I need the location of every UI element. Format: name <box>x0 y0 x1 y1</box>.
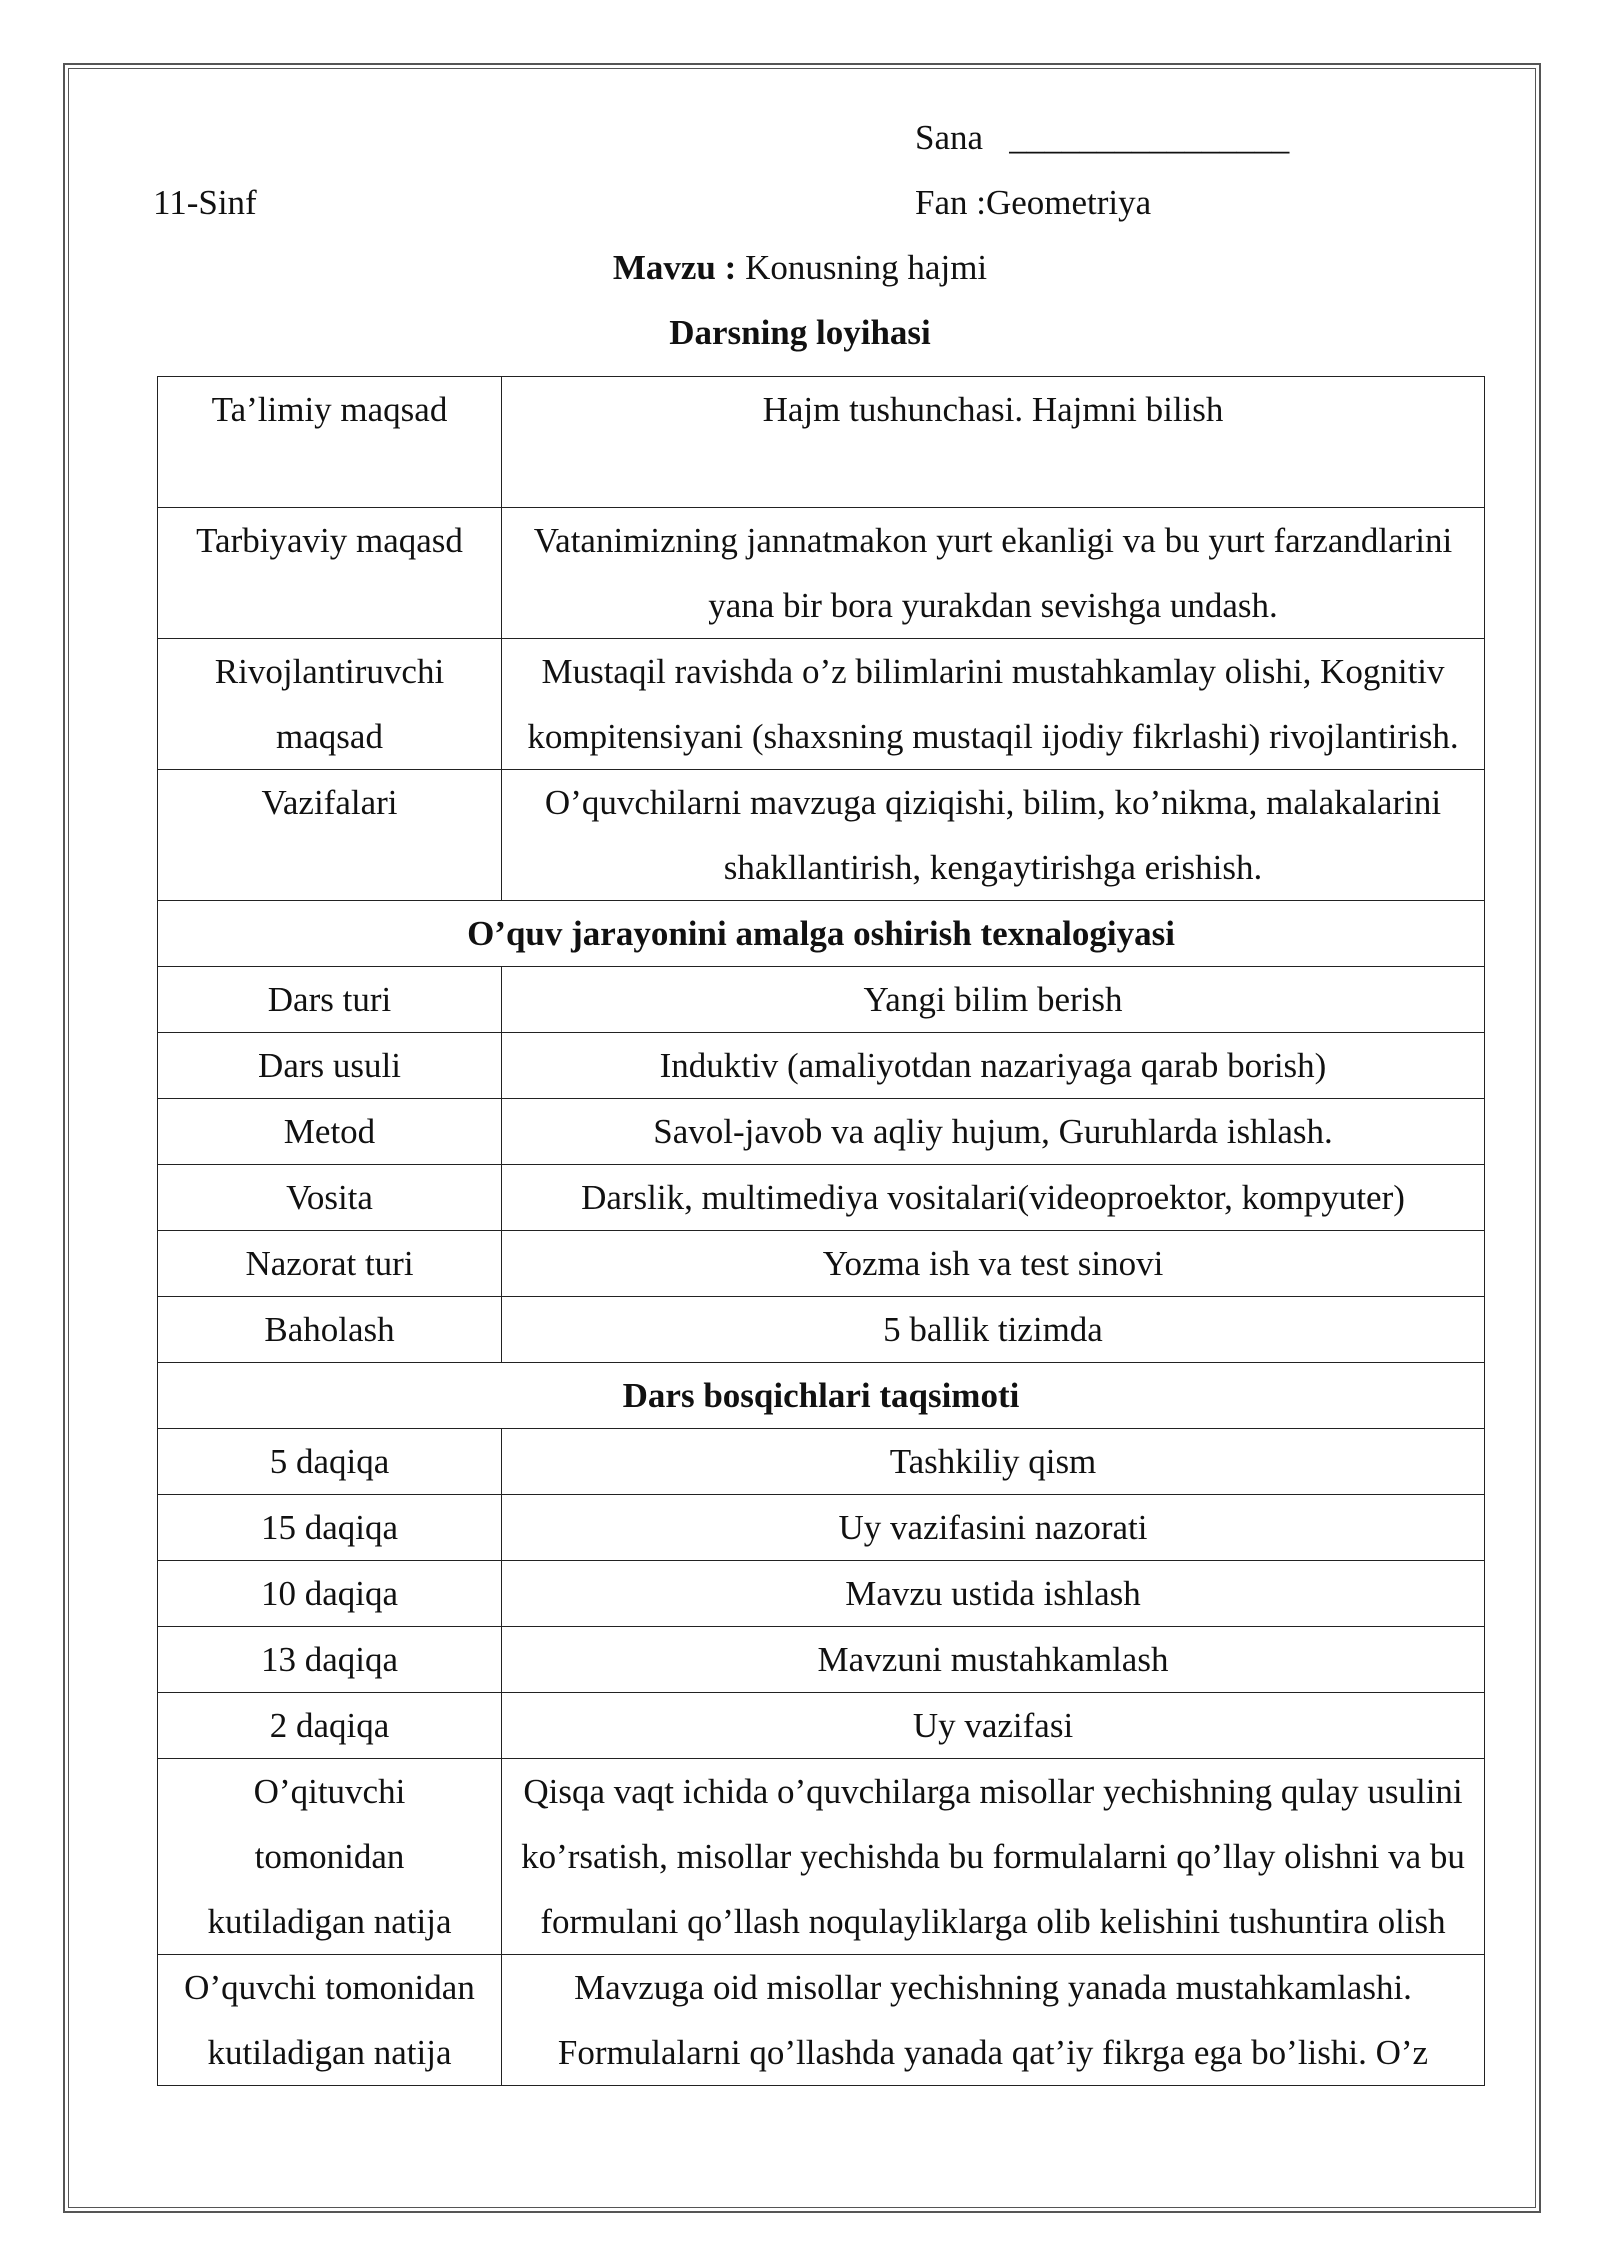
row-value: Mavzuni mustahkamlash <box>502 1627 1485 1693</box>
row-value: Mavzuga oid misollar yechishning yanada mustahkamlashi. Formulalarni qo’llashda yanada qat’iy fikrga ega bo’lishi. O’z <box>502 1955 1485 2086</box>
table-row <box>158 639 1485 770</box>
table-row <box>158 1627 1485 1693</box>
date-blank: ________________ <box>1009 118 1290 157</box>
row-label: Vazifalari <box>158 770 502 901</box>
table-row <box>158 1033 1485 1099</box>
topic-label: Mavzu : <box>612 248 737 287</box>
subject-label: Fan :Geometriya <box>915 183 1152 222</box>
section-header-row <box>158 901 1485 967</box>
row-value: O’quvchilarni mavzuga qiziqishi, bilim, ko’nikma, malakalarini shakllantirish, kengaytirishga erishish. <box>502 770 1485 901</box>
table-row <box>158 1495 1485 1561</box>
row-label: Dars usuli <box>158 1033 502 1099</box>
technology-title: O’quv jarayonini amalga oshirish texnalogiyasi <box>158 901 1485 967</box>
row-label: Nazorat turi <box>158 1231 502 1297</box>
row-label: Dars turi <box>158 967 502 1033</box>
row-label: 15 daqiqa <box>158 1495 502 1561</box>
row-value: Yangi bilim berish <box>502 967 1485 1033</box>
row-value: Uy vazifasini nazorati <box>502 1495 1485 1561</box>
row-value: Uy vazifasi <box>502 1693 1485 1759</box>
date-label: Sana <box>915 118 984 157</box>
lesson-plan-table <box>157 376 1485 2086</box>
row-label: 13 daqiqa <box>158 1627 502 1693</box>
table-row <box>158 1297 1485 1363</box>
row-value: Induktiv (amaliyotdan nazariyaga qarab borish) <box>502 1033 1485 1099</box>
row-label: 2 daqiqa <box>158 1693 502 1759</box>
row-label: Vosita <box>158 1165 502 1231</box>
table-row <box>158 1561 1485 1627</box>
stages-title: Dars bosqichlari taqsimoti <box>158 1363 1485 1429</box>
row-value: Mustaqil ravishda o’z bilimlarini mustahkamlay olishi, Kognitiv kompitensiyani (shaxsning mustaqil ijodiy fikrlashi) rivojlantirish. <box>502 639 1485 770</box>
table-row <box>158 1759 1485 1955</box>
row-value: Yozma ish va test sinovi <box>502 1231 1485 1297</box>
table-row <box>158 1231 1485 1297</box>
row-value: Mavzu ustida ishlash <box>502 1561 1485 1627</box>
table-row <box>158 377 1485 508</box>
row-label: Metod <box>158 1099 502 1165</box>
row-label: Baholash <box>158 1297 502 1363</box>
row-value: Tashkiliy qism <box>502 1429 1485 1495</box>
row-label: Ta’limiy maqsad <box>158 377 502 508</box>
class-label: 11-Sinf <box>153 183 257 222</box>
row-label: 5 daqiqa <box>158 1429 502 1495</box>
row-label: Tarbiyaviy maqasd <box>158 508 502 639</box>
row-label: O’quvchi tomonidan kutiladigan natija <box>158 1955 502 2086</box>
row-value: Savol-javob va aqliy hujum, Guruhlarda ishlash. <box>502 1099 1485 1165</box>
row-value: Darslik, multimediya vositalari(videoproektor, kompyuter) <box>502 1165 1485 1231</box>
row-label: 10 daqiqa <box>158 1561 502 1627</box>
table-row <box>158 1165 1485 1231</box>
section-header-row <box>158 1363 1485 1429</box>
table-row <box>158 1429 1485 1495</box>
table-row <box>158 770 1485 901</box>
row-value: Vatanimizning jannatmakon yurt ekanligi va bu yurt farzandlarini yana bir bora yurakdan sevishga undash. <box>502 508 1485 639</box>
topic-line <box>0 248 1600 288</box>
date-line <box>915 118 1289 158</box>
table-row <box>158 1955 1485 2086</box>
table-row <box>158 1099 1485 1165</box>
table-row <box>158 508 1485 639</box>
row-value: Qisqa vaqt ichida o’quvchilarga misollar yechishning qulay usulini ko’rsatish, misollar yechishda bu formulalarni qo’llay olishni va bu formulani qo’llash noqulayliklarga olib kelishini tushuntira olish <box>502 1759 1485 1955</box>
row-label: Rivojlantiruvchi maqsad <box>158 639 502 770</box>
table-row <box>158 967 1485 1033</box>
row-label: O’qituvchi tomonidan kutiladigan natija <box>158 1759 502 1955</box>
row-value: 5 ballik tizimda <box>502 1297 1485 1363</box>
row-value: Hajm tushunchasi. Hajmni bilish <box>502 377 1485 508</box>
topic-value: Konusning hajmi <box>745 248 988 287</box>
plan-title: Darsning loyihasi <box>669 313 931 352</box>
table-row <box>158 1693 1485 1759</box>
